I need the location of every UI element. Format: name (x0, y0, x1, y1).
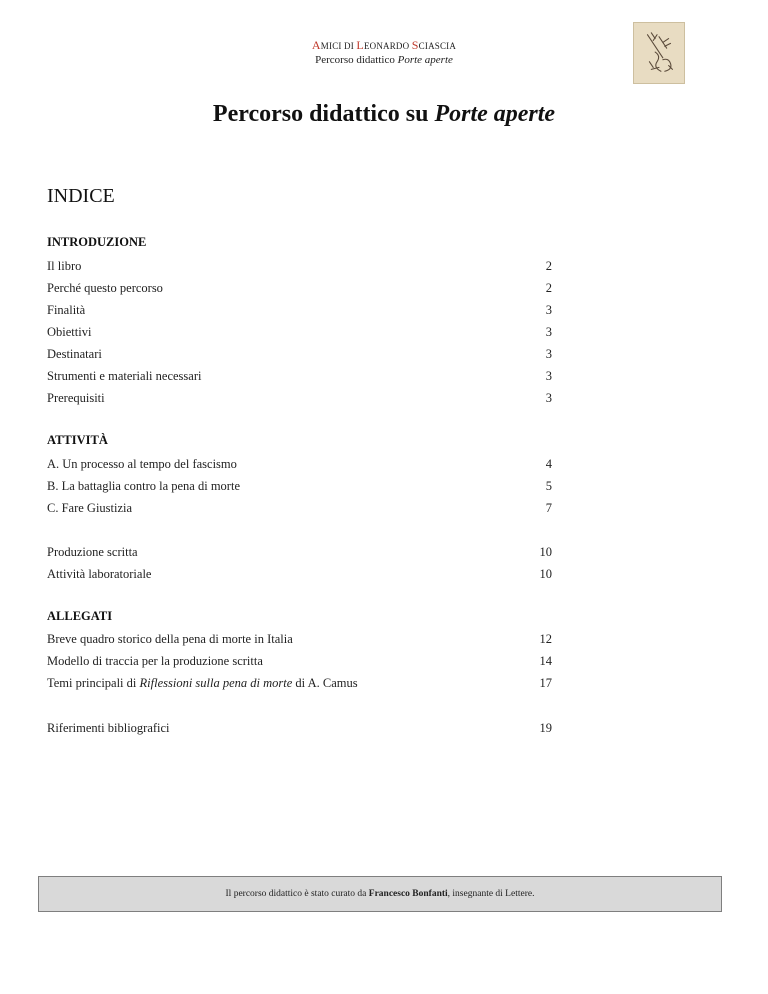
toc-entry-label: Obiettivi (47, 325, 92, 339)
toc-entry-label: Riferimenti bibliografici (47, 721, 170, 735)
toc-entry-page: 5 (545, 479, 552, 493)
toc-entry-label: Il libro (47, 259, 82, 273)
credit-text-after: , insegnante di Lettere. (447, 889, 535, 899)
credit-box (38, 876, 722, 912)
credit-author: Francesco Bonfanti (368, 889, 448, 899)
toc-entry-page: 3 (545, 391, 552, 405)
org-word-sciascia: CIASCIA (418, 41, 457, 51)
toc-entry-page: 7 (545, 501, 552, 515)
toc-entry-label: C. Fare Giustizia (47, 501, 133, 515)
header-subtitle-plain: Percorso didattico (315, 54, 398, 66)
toc-entry[interactable] (47, 280, 552, 296)
sciascia-sketch-logo-icon (633, 22, 685, 84)
toc-entry-page: 3 (545, 325, 552, 339)
toc-entry-page: 10 (539, 567, 552, 581)
document-title-italic: Porte aperte (434, 101, 556, 127)
toc-entry[interactable] (47, 544, 552, 560)
toc-entry-label: Attività laboratoriale (47, 567, 152, 581)
toc-entry-label: Breve quadro storico della pena di morte in Italia (47, 632, 293, 646)
toc-entry[interactable] (47, 346, 552, 362)
toc-entry[interactable] (47, 302, 552, 318)
toc-entry[interactable] (47, 324, 552, 340)
org-word-amici: MICI DI (320, 41, 357, 51)
toc-entry[interactable] (47, 368, 552, 384)
toc-entry[interactable] (47, 653, 552, 669)
toc-entry-label: Perché questo percorso (47, 281, 163, 295)
toc-entry-page: 2 (545, 259, 552, 273)
toc-entry-label (47, 675, 358, 691)
index-heading: INDICE (47, 185, 115, 207)
toc-entry-label: Strumenti e materiali necessari (47, 369, 202, 383)
org-initial-a: A (311, 38, 321, 52)
toc-entry-label: A. Un processo al tempo del fascismo (47, 457, 237, 471)
toc-entry[interactable] (47, 566, 552, 582)
section-heading-attivita: ATTIVITÀ (47, 433, 108, 447)
toc-entry-page: 17 (539, 676, 552, 690)
toc-entry-label-after: di A. Camus (292, 676, 358, 690)
toc-entry-page: 3 (545, 347, 552, 361)
toc-entry-label: Finalità (47, 303, 86, 317)
section-heading-introduzione: INTRODUZIONE (47, 235, 147, 249)
org-initial-l: L (356, 38, 364, 52)
toc-entry[interactable] (47, 720, 552, 736)
toc-entry[interactable] (47, 631, 552, 647)
org-word-leonardo: EONARDO (363, 41, 412, 51)
toc-entry-label: Prerequisiti (47, 391, 105, 405)
toc-entry-label-italic: Riflessioni sulla pena di morte (139, 676, 293, 690)
org-initial-s: S (411, 38, 419, 52)
toc-entry-page: 4 (545, 457, 552, 471)
toc-entry[interactable] (47, 456, 552, 472)
toc-entry-page: 14 (539, 654, 552, 668)
toc-entry-label: Produzione scritta (47, 545, 138, 559)
toc-entry-page: 19 (539, 721, 552, 735)
toc-entry[interactable] (47, 390, 552, 406)
toc-entry-page: 3 (545, 303, 552, 317)
toc-entry-label: Destinatari (47, 347, 102, 361)
toc-entry[interactable] (47, 258, 552, 274)
section-heading-allegati: ALLEGATI (47, 609, 113, 623)
header-subtitle-italic: Porte aperte (397, 54, 453, 66)
document-title-plain: Percorso didattico su (212, 101, 435, 127)
document-title (0, 101, 768, 128)
toc-entry[interactable] (47, 500, 552, 516)
toc-entry-page: 3 (545, 369, 552, 383)
toc-entry-page: 10 (539, 545, 552, 559)
toc-entry-page: 12 (539, 632, 552, 646)
toc-entry[interactable] (47, 675, 552, 691)
toc-entry-page: 2 (545, 281, 552, 295)
toc-entry-label-before: Temi principali di (47, 676, 140, 690)
toc-entry-label: B. La battaglia contro la pena di morte (47, 479, 240, 493)
credit-text-before: Il percorso didattico è stato curato da (225, 889, 369, 899)
toc-entry-label: Modello di traccia per la produzione scritta (47, 654, 263, 668)
toc-entry[interactable] (47, 478, 552, 494)
